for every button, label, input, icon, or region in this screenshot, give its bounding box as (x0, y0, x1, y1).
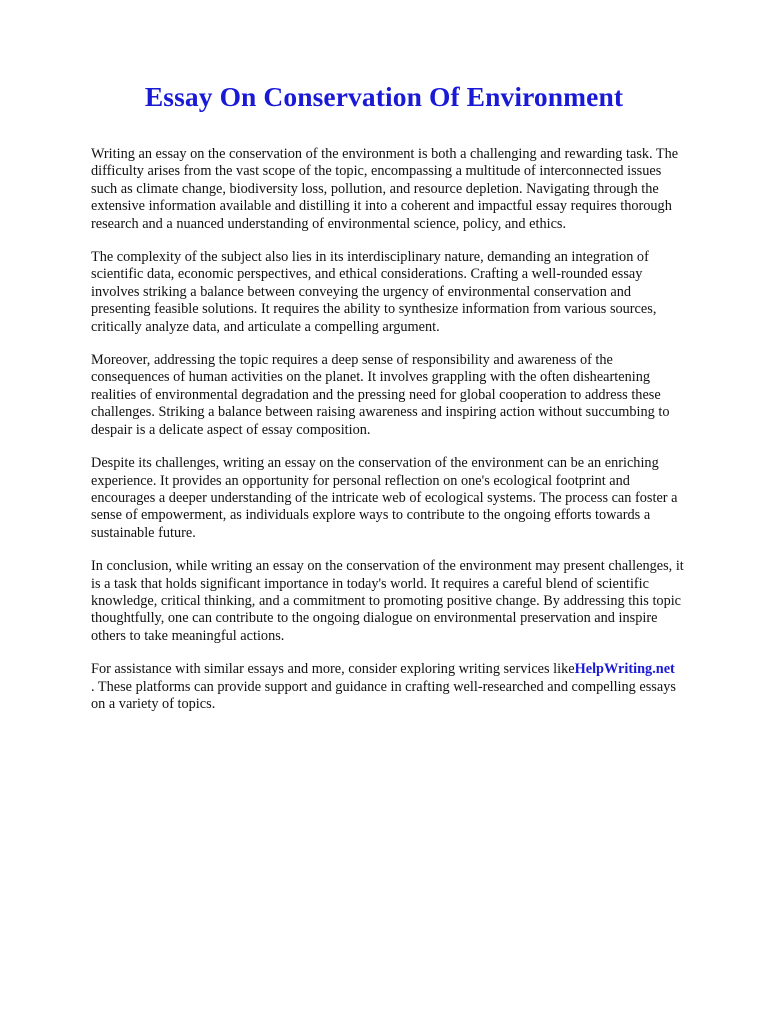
paragraph-1: Writing an essay on the conservation of the environment is both a challenging and rewarding task. The difficulty arises from the vast scope of the topic, encompassing a multitude of interconnected issues such as climate change, biodiversity loss, pollution, and resource depletion. Navigating through the extensive information available and distilling it into a coherent and impactful essay requires thorough research and a nuanced understanding of environmental science, policy, and ethics. (91, 146, 679, 232)
helpwriting-link[interactable]: HelpWriting.net (574, 661, 675, 678)
closing-text-before-link: For assistance with similar essays and more, consider exploring writing services like (91, 661, 575, 678)
paragraph-4: Despite its challenges, writing an essay on the conservation of the environment can be an enriching experience. It provides an opportunity for personal reflection on one's ecological footprint and encourages a deeper understanding of the intricate web of ecological systems. The process can foster a sense of empowerment, as individuals explore ways to contribute to the ongoing efforts towards a sustainable future. (91, 455, 678, 541)
closing-text-after-link: . These platforms can provide support and guidance in crafting well-researched and compelling essays on a variety of topics. (91, 678, 676, 712)
closing-paragraph (91, 661, 691, 713)
paragraph-2: The complexity of the subject also lies in its interdisciplinary nature, demanding an integration of scientific data, economic perspectives, and ethical considerations. Crafting a well-rounded essay involves striking a balance between conveying the urgency of environmental conservation and presenting feasible solutions. It requires the ability to synthesize information from various sources, critically analyze data, and articulate a compelling argument. (91, 249, 657, 335)
essay-body (91, 146, 691, 729)
page-title: Essay On Conservation Of Environment (144, 81, 624, 112)
paragraph-5: In conclusion, while writing an essay on the conservation of the environment may present challenges, it is a task that holds significant importance in today's world. It requires a careful blend of scientific knowledge, critical thinking, and a commitment to promoting positive change. By addressing this topic thoughtfully, one can contribute to the ongoing dialogue on environmental preservation and inspire others to take meaningful actions. (91, 558, 684, 644)
paragraph-3: Moreover, addressing the topic requires a deep sense of responsibility and awareness of the consequences of human activities on the planet. It involves grappling with the often disheartening realities of environmental degradation and the pressing need for global cooperation to address these challenges. Striking a balance between raising awareness and inspiring action without succumbing to despair is a delicate aspect of essay composition. (91, 352, 670, 438)
